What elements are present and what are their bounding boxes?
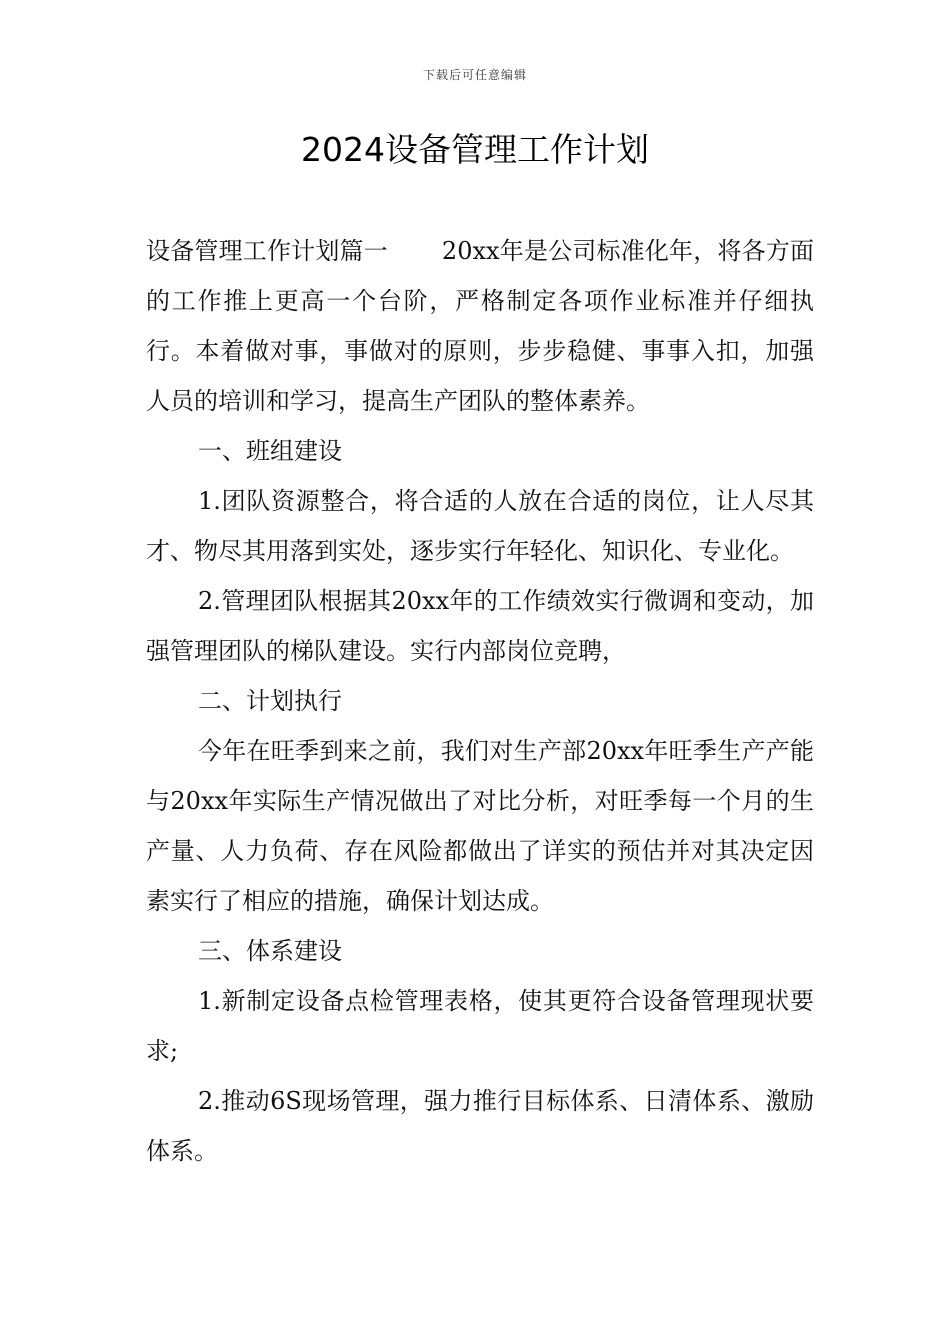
document-title: 2024设备管理工作计划 [301, 130, 649, 169]
section-heading-system: 三、体系建设 [198, 937, 342, 965]
intro-text: 20xx年是公司标准化年，将各方面的工作推上更高一个台阶，严格制定各项作业标准并仔细执行。本着做对事，事做对的原则，步步稳健、事事入扣，加强人员的培训和学习，提高生产团队的整体素养。 [146, 237, 815, 415]
intro-paragraph [146, 226, 814, 426]
section-heading-team: 一、班组建设 [198, 437, 342, 465]
paragraph-team-resources: 1.团队资源整合，将合适的人放在合适的岗位，让人尽其才、物尽其用落到实处，逐步实行年轻化、知识化、专业化。 [146, 487, 814, 565]
document-body [146, 226, 814, 1176]
paragraph-plan-execution: 今年在旺季到来之前，我们对生产部20xx年旺季生产产能与20xx年实际生产情况做出了对比分析，对旺季每一个月的生产量、人力负荷、存在风险都做出了详实的预估并对其决定因素实行了相应的措施，确保计划达成。 [146, 737, 814, 915]
paragraph-6s-management: 2.推动6S现场管理，强力推行目标体系、日清体系、激励体系。 [146, 1087, 814, 1165]
section-heading-plan: 二、计划执行 [198, 687, 342, 715]
paragraph-management-team: 2.管理团队根据其20xx年的工作绩效实行微调和变动，加强管理团队的梯队建设。实行内部岗位竞聘， [146, 587, 814, 665]
intro-lead: 设备管理工作计划篇一 [146, 237, 388, 265]
paragraph-inspection-forms: 1.新制定设备点检管理表格，使其更符合设备管理现状要求; [146, 987, 814, 1065]
header-note: 下载后可任意编辑 [422, 68, 527, 82]
